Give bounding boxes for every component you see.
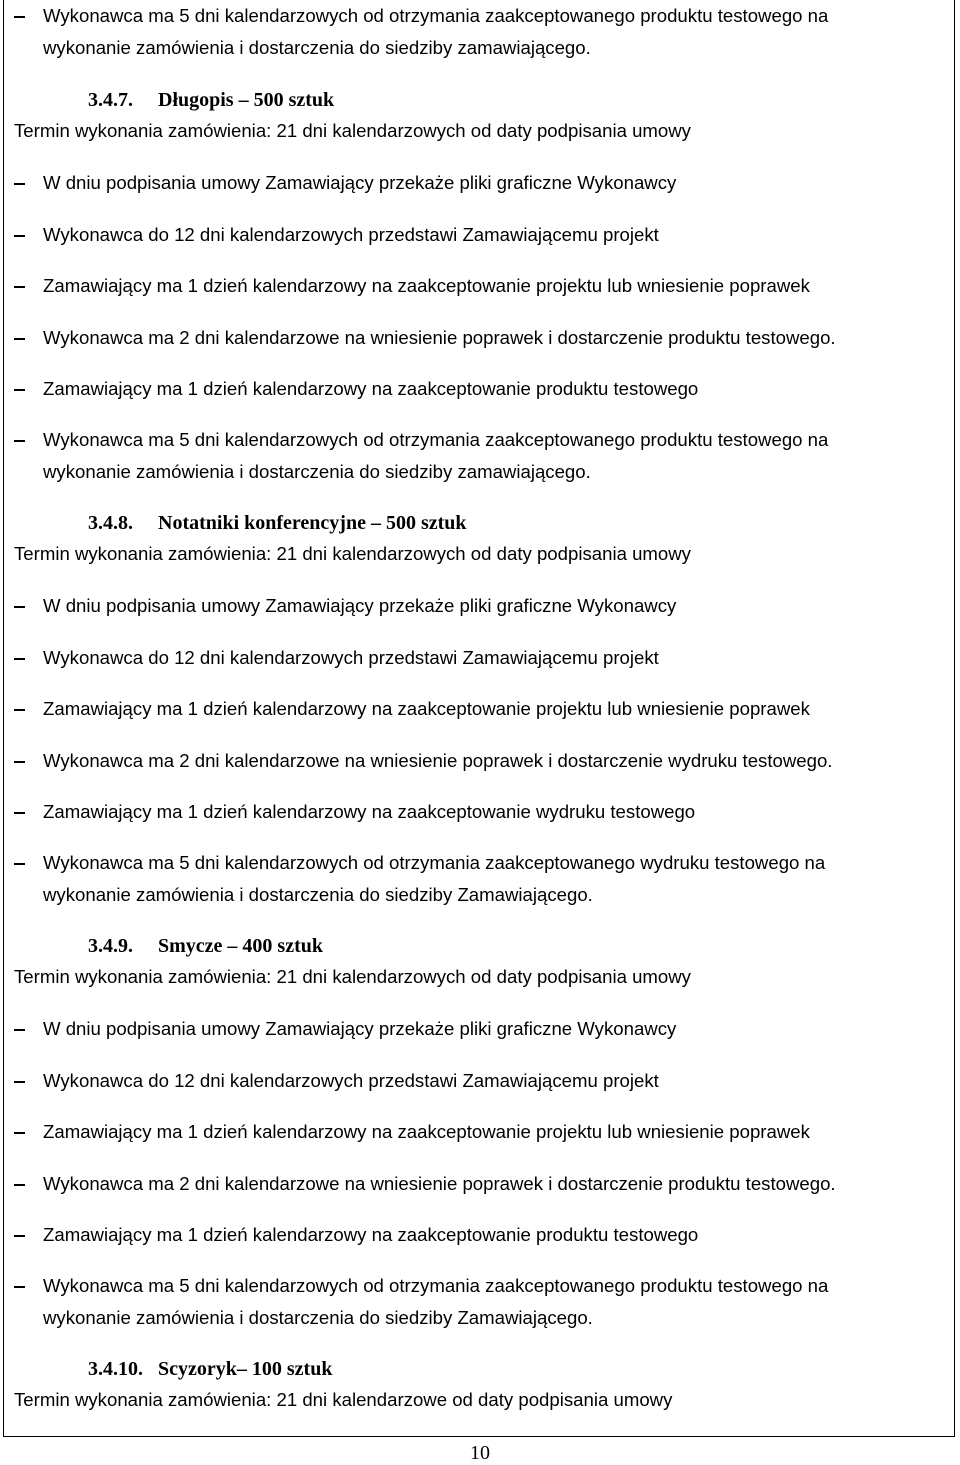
bullet-dash [14,812,25,814]
section-title: Notatniki konferencyjne – 500 sztuk [158,512,467,534]
bullet-text-continuation: wykonanie zamówienia i dostarczenia do siedziby zamawiającego. [43,461,591,482]
bullet-dash [14,1184,25,1186]
section-number: 3.4.7. [88,89,133,111]
section-title: Długopis – 500 sztuk [158,89,335,111]
bullet-text: Wykonawca ma 5 dni kalendarzowych od otrzymania zaakceptowanego wydruku testowego na [43,852,826,873]
bullet-text: Wykonawca ma 2 dni kalendarzowe na wniesienie poprawek i dostarczenie wydruku testowego. [43,750,833,771]
term-line: Termin wykonania zamówienia: 21 dni kalendarzowe od daty podpisania umowy [14,1389,673,1410]
bullet-text-continuation: wykonanie zamówienia i dostarczenia do siedziby zamawiającego. [43,37,591,58]
term-line: Termin wykonania zamówienia: 21 dni kalendarzowych od daty podpisania umowy [14,120,691,141]
bullet-dash [14,863,25,865]
bullet-dash [14,761,25,763]
bullet-text: Wykonawca ma 5 dni kalendarzowych od otrzymania zaakceptowanego produktu testowego na [43,5,829,26]
bullet-dash [14,1235,25,1237]
bullet-text: Wykonawca do 12 dni kalendarzowych przedstawi Zamawiającemu projekt [43,1070,659,1091]
section-number: 3.4.8. [88,512,133,534]
term-line: Termin wykonania zamówienia: 21 dni kalendarzowych od daty podpisania umowy [14,966,691,987]
bullet-text: W dniu podpisania umowy Zamawiający przekaże pliki graficzne Wykonawcy [43,1018,677,1039]
bullet-dash [14,235,25,237]
bullet-text: Wykonawca ma 5 dni kalendarzowych od otrzymania zaakceptowanego produktu testowego na [43,429,829,450]
bullet-dash [14,1132,25,1134]
term-line: Termin wykonania zamówienia: 21 dni kalendarzowych od daty podpisania umowy [14,543,691,564]
bullet-dash [14,338,25,340]
section-title: Scyzoryk– 100 sztuk [158,1358,333,1380]
bullet-text: Zamawiający ma 1 dzień kalendarzowy na zaakceptowanie projektu lub wniesienie poprawek [43,1121,810,1142]
bullet-dash [14,658,25,660]
bullet-text-continuation: wykonanie zamówienia i dostarczenia do siedziby Zamawiającego. [43,1307,593,1328]
bullet-dash [14,1286,25,1288]
bullet-text: W dniu podpisania umowy Zamawiający przekaże pliki graficzne Wykonawcy [43,595,677,616]
section-number: 3.4.10. [88,1358,143,1380]
bullet-dash [14,16,25,18]
bullet-text: Zamawiający ma 1 dzień kalendarzowy na zaakceptowanie projektu lub wniesienie poprawek [43,698,810,719]
bullet-dash [14,1081,25,1083]
bullet-text: Wykonawca ma 2 dni kalendarzowe na wniesienie poprawek i dostarczenie produktu testowego. [43,1173,836,1194]
bullet-text: Zamawiający ma 1 dzień kalendarzowy na zaakceptowanie produktu testowego [43,378,699,399]
bullet-dash [14,1029,25,1031]
bullet-dash [14,183,25,185]
section-title: Smycze – 400 sztuk [158,935,323,957]
bullet-text: Wykonawca ma 5 dni kalendarzowych od otrzymania zaakceptowanego produktu testowego na [43,1275,829,1296]
bullet-text: Wykonawca do 12 dni kalendarzowych przedstawi Zamawiającemu projekt [43,224,659,245]
bullet-text: Wykonawca ma 2 dni kalendarzowe na wniesienie poprawek i dostarczenie produktu testowego. [43,327,836,348]
bullet-text: Zamawiający ma 1 dzień kalendarzowy na zaakceptowanie wydruku testowego [43,801,696,822]
bullet-dash [14,709,25,711]
bullet-dash [14,286,25,288]
bullet-text: Wykonawca do 12 dni kalendarzowych przedstawi Zamawiającemu projekt [43,647,659,668]
bullet-dash [14,389,25,391]
bullet-text: Zamawiający ma 1 dzień kalendarzowy na zaakceptowanie projektu lub wniesienie poprawek [43,275,810,296]
bullet-dash [14,606,25,608]
bullet-text-continuation: wykonanie zamówienia i dostarczenia do siedziby Zamawiającego. [43,884,593,905]
bullet-text: W dniu podpisania umowy Zamawiający przekaże pliki graficzne Wykonawcy [43,172,677,193]
bullet-text: Zamawiający ma 1 dzień kalendarzowy na zaakceptowanie produktu testowego [43,1224,699,1245]
bullet-dash [14,440,25,442]
section-number: 3.4.9. [88,935,133,957]
page-number: 10 [470,1442,490,1464]
